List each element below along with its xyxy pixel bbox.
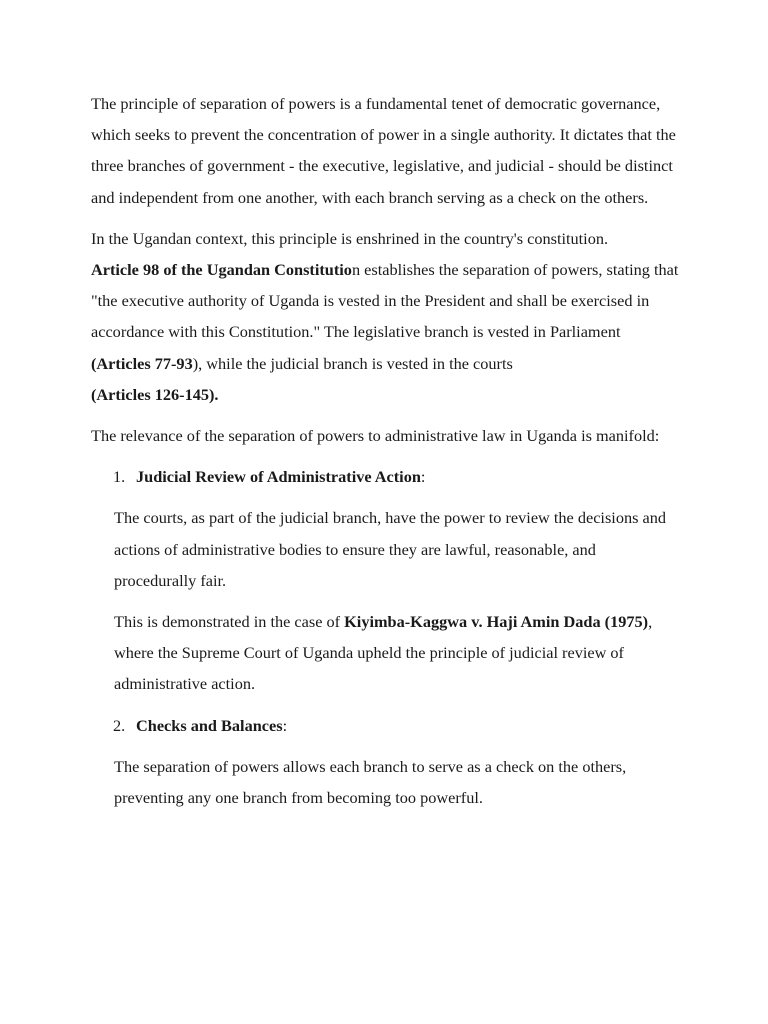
list-item-2-heading [113, 710, 680, 741]
paragraph-text: , where the Supreme Court of Uganda upheld the principle of judicial review of administrative action. [114, 612, 653, 694]
list-heading-colon: : [420, 467, 426, 487]
case-name: Kiyimba-Kaggwa v. Haji Amin Dada (1975) [344, 612, 649, 632]
paragraph-text: n establishes the separation of powers, stating that "the executive authority of Uganda is vested in the President and shall be exercised in accordance with this Constitution." The legislative branch is vested in Parliament [91, 260, 679, 342]
paragraph-text: ), while the judicial branch is vested in the courts [192, 353, 513, 373]
articles-126-145-reference: (Articles 126-145). [91, 384, 219, 404]
paragraph-text: In the Ugandan context, this principle is enshrined in the country's constitution. [91, 228, 609, 248]
list-heading: Checks and Balances [136, 715, 283, 735]
articles-77-93-reference: (Articles 77-93 [91, 353, 193, 373]
article-98-reference: Article 98 of the Ugandan Constitutio [91, 260, 352, 280]
list-item-2-body: The separation of powers allows each branch to serve as a check on the others, preventing any one branch from becoming too powerful. [114, 756, 627, 808]
paragraph-ugandan-context [91, 223, 680, 410]
list-item-1-body: The courts, as part of the judicial branch, have the power to review the decisions and actions of administrative bodies to ensure they are lawful, reasonable, and procedurally fair. [114, 508, 667, 590]
list-item-1-heading [113, 461, 680, 492]
list-heading-colon: : [282, 715, 288, 735]
paragraph-text: This is demonstrated in the case of [114, 612, 345, 632]
list-heading: Judicial Review of Administrative Action [136, 467, 421, 487]
paragraph-relevance: The relevance of the separation of powers to administrative law in Uganda is manifold: [91, 426, 660, 446]
list-number: 1. [113, 467, 126, 487]
paragraph-intro: The principle of separation of powers is a fundamental tenet of democratic governance, which seeks to prevent the concentration of power in a single authority. It dictates that the three branches of government - the executive, legislative, and judicial - should be distinct and independent from one another, with each branch serving as a check on the others. [91, 94, 676, 207]
list-number: 2. [113, 715, 126, 735]
list-item-1-case [114, 606, 680, 700]
